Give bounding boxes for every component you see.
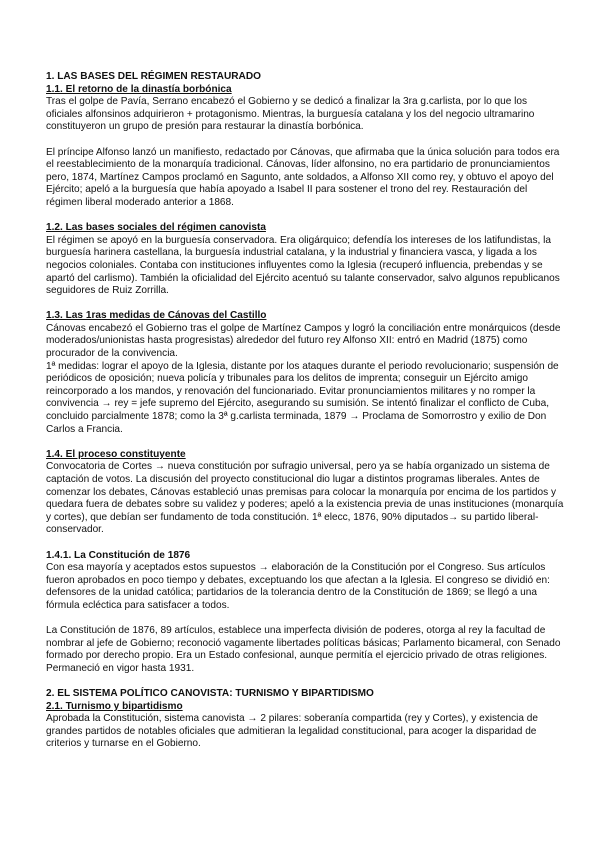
spacer (46, 537, 566, 550)
spacer (46, 298, 566, 311)
paragraph: La Constitución de 1876, 89 artículos, establece una imperfecta división de poderes, otorga al rey la facultad de nombrar al jefe de Gobierno; reconoció vagamente libertades políticas básicas; Parlamento bicameral, con Senado formado por derecho propio. Era un Estado confesional, aunque permitía el ejercicio privado de otras religiones. Permaneció en vigor hasta 1931. (46, 625, 561, 674)
spacer (46, 613, 566, 626)
section-heading: 1. LAS BASES DEL RÉGIMEN RESTAURADO (46, 71, 261, 82)
paragraph: Cánovas encabezó el Gobierno tras el golpe de Martínez Campos y logró la conciliación entre monárquicos (desde moderados/unionistas hasta progresistas) alrededor del futuro rey Alfonso XII: entró en Madrid (1875) como procurador de la convivencia. (46, 322, 561, 360)
subsection-heading: 1.1. El retorno de la dinastía borbónica (46, 83, 232, 95)
paragraph: Convocatoria de Cortes → nueva constitución por sufragio universal, pero ya se había organizado un sistema de captación de votos. La discusión del proyecto constitucional dio lugar a distintos programas liberales. Antes de comenzar los debates, Cánovas estableció unas premisas para colocar la monarquía por encima de los partidos y quedara fuera de debates sobre su validez y poderes; apeló a la existencia previa de unas instituciones (monarquía y cortes), que debían ser fundamento de toda constitución. 1ª elecc, 1876, 90% diputados→ su partido liberal-conservador. (46, 461, 564, 536)
paragraph: Tras el golpe de Pavía, Serrano encabezó el Gobierno y se dedicó a finalizar la 3ra g.carlista, por lo que los oficiales alfonsinos adquirieron + protagonismo. Mientras, la burguesía catalana y los del negocio ultramarino constituyeron un grupo de presión para restaurar la dinastía borbónica. (46, 96, 535, 133)
subsubsection-heading: 1.4.1. La Constitución de 1876 (46, 549, 191, 561)
document-page (46, 71, 566, 751)
spacer (46, 210, 566, 223)
spacer (46, 676, 566, 689)
subsection-heading: 1.3. Las 1ras medidas de Cánovas del Castillo (46, 310, 267, 322)
paragraph: El régimen se apoyó en la burguesía conservadora. Era oligárquico; defendía los intereses de los latifundistas, la burguesía harinera castellana, la burguesía industrial catalana, y la industrial y financiera vasca, y ligada a los negocios coloniales. Contaba con instituciones influyentes como la Iglesia (recuperó influencia, prebendas y se apartó del carlismo). También la oficialidad del Ejército acentuó su talante conservador, salvo algunos republicanos seguidores de Ruiz Zorrilla. (46, 234, 560, 297)
subsection-heading: 1.2. Las bases sociales del régimen canovista (46, 222, 266, 234)
subsection-heading: 1.4. El proceso constituyente (46, 448, 186, 460)
subsection-heading: 2.1. Turnismo y bipartidismo (46, 700, 183, 712)
spacer (46, 436, 566, 449)
section-heading: 2. EL SISTEMA POLÍTICO CANOVISTA: TURNISMO Y BIPARTIDISMO (46, 688, 374, 700)
paragraph: Con esa mayoría y aceptados estos supuestos → elaboración de la Constitución por el Congreso. Sus artículos fueron aprobados en poco tiempo y debates, exceptuando los que afectan a la Iglesia. El congreso se dividió en: defensores de la unidad católica; partidarios de la tolerancia dentro de la Constitución de 1869; se llegó a una fórmula ecléctica para satisfacer a todos. (46, 562, 550, 611)
paragraph: Aprobada la Constitución, sistema canovista → 2 pilares: soberanía compartida (rey y Cortes), y existencia de grandes partidos de notables oficiales que admitieran la legalidad constitucional, para acoger la disparidad de criterios y turnarse en el Gobierno. (46, 713, 539, 750)
paragraph: El príncipe Alfonso lanzó un manifiesto, redactado por Cánovas, que afirmaba que la única solución para todos era el reestablecimiento de la monarquía tradicional. Cánovas, líder alfonsino, no era partidario de pronunciamientos pero, 1874, Martínez Campos proclamó en Sagunto, ante soldados, a Alfonso XII como rey, y obtuvo el apoyo del Ejército; apeló a la burguesía que había apoyado a Isabel II para sostener el trono del rey. Restauración del régimen liberal moderado anterior a 1868. (46, 146, 560, 208)
paragraph: 1ª medidas: lograr el apoyo de la Iglesia, distante por los ataques durante el periodo revolucionario; suspensión de periódicos de oposición; nueva policía y tribunales para los delitos de imprenta; conseguir un Ejército amigo reincorporado a los mandos, y renovación del funcionariado. Evitar pronunciamientos militares y no romper la convivencia → rey = jefe supremo del Ejército, asegurando su sumisión. Se intentó finalizar el conflicto de Cuba, concluido parcialmente 1878; como la 3ª g.carlista terminada, 1879 → Proclama de Somorrostro y exilio de Don Carlos a Francia. (46, 360, 559, 435)
spacer (46, 134, 566, 147)
